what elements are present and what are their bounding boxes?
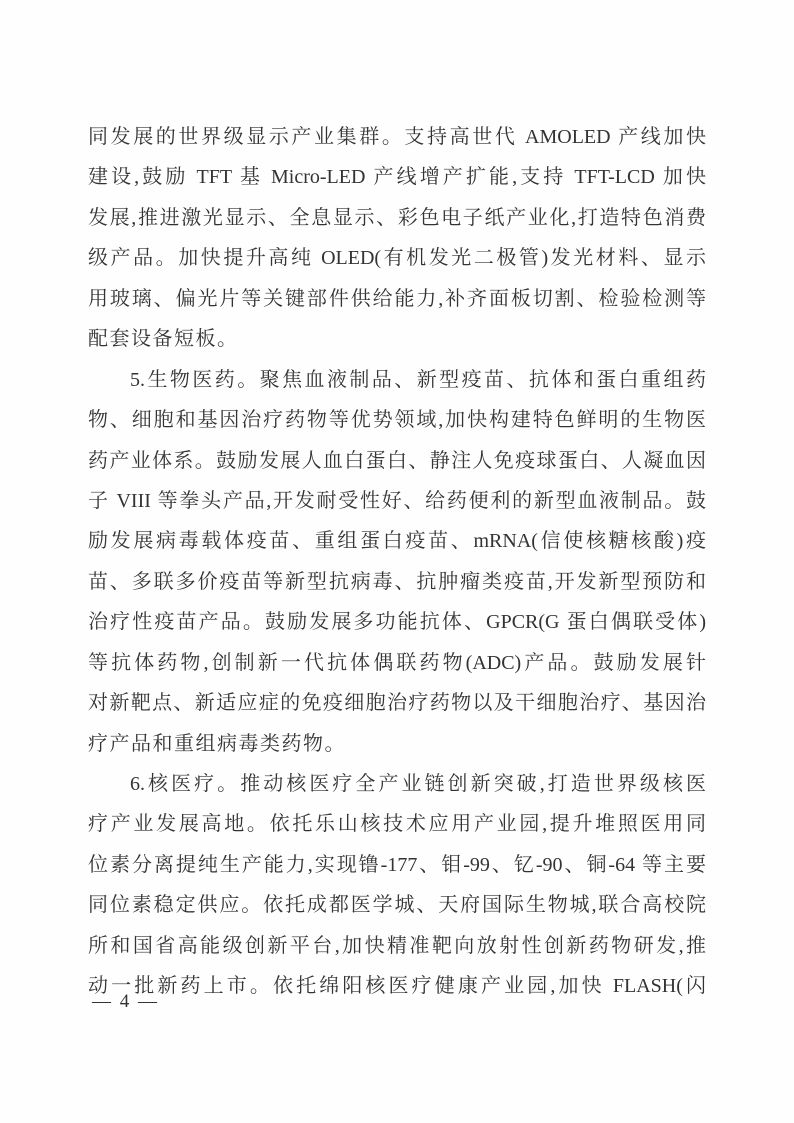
text-line: 建设,鼓励 TFT 基 Micro-LED 产线增产扩能,支持 TFT-LCD 加快 (88, 166, 706, 189)
text-line: 动一批新药上市。依托绵阳核医疗健康产业园,加快 FLASH(闪 (88, 975, 706, 998)
text-line: 用玻璃、偏光片等关键部件供给能力,补齐面板切割、检验检测等 (88, 287, 706, 310)
text-line: 疗产业发展高地。依托乐山核技术应用产业园,提升堆照医用同 (88, 813, 706, 836)
section-5-heading-line: 5.生物医药。聚焦血液制品、新型疫苗、抗体和蛋白重组药 (130, 368, 706, 391)
text-line: 发展,推进激光显示、全息显示、彩色电子纸产业化,打造特色消费 (88, 206, 706, 229)
text-line: 疗产品和重组病毒类药物。 (88, 732, 346, 755)
document-body (88, 117, 706, 1007)
text-line: 子 VIII 等拳头产品,开发耐受性好、给药便利的新型血液制品。鼓 (88, 489, 706, 512)
text-line: 对新靶点、新适应症的免疫细胞治疗药物以及干细胞治疗、基因治 (88, 692, 706, 715)
text-line: 治疗性疫苗产品。鼓励发展多功能抗体、GPCR(G 蛋白偶联受体) (88, 611, 706, 634)
text-line: 物、细胞和基因治疗药物等优势领域,加快构建特色鲜明的生物医 (88, 409, 706, 432)
section-6-heading-line: 6.核医疗。推动核医疗全产业链创新突破,打造世界级核医 (130, 773, 706, 795)
text-line: 配套设备短板。 (88, 328, 239, 351)
text-line: 等抗体药物,创制新一代抗体偶联药物(ADC)产品。鼓励发展针 (88, 651, 706, 674)
text-line: 励发展病毒载体疫苗、重组蛋白疫苗、mRNA(信使核糖核酸)疫 (88, 530, 706, 553)
text-line: 同位素稳定供应。依托成都医学城、天府国际生物城,联合高校院 (88, 894, 706, 917)
text-line: 苗、多联多价疫苗等新型抗病毒、抗肿瘤类疫苗,开发新型预防和 (88, 570, 706, 593)
page-number: — 4 — (92, 991, 159, 1012)
text-line: 所和国省高能级创新平台,加快精准靶向放射性创新药物研发,推 (88, 934, 706, 957)
text-line: 药产业体系。鼓励发展人血白蛋白、静注人免疫球蛋白、人凝血因 (88, 449, 706, 472)
text-line: 位素分离提纯生产能力,实现镥-177、钼-99、钇-90、铜-64 等主要 (88, 853, 706, 876)
text-line: 级产品。加快提升高纯 OLED(有机发光二极管)发光材料、显示 (88, 247, 706, 270)
text-line: 同发展的世界级显示产业集群。支持高世代 AMOLED 产线加快 (88, 126, 706, 148)
